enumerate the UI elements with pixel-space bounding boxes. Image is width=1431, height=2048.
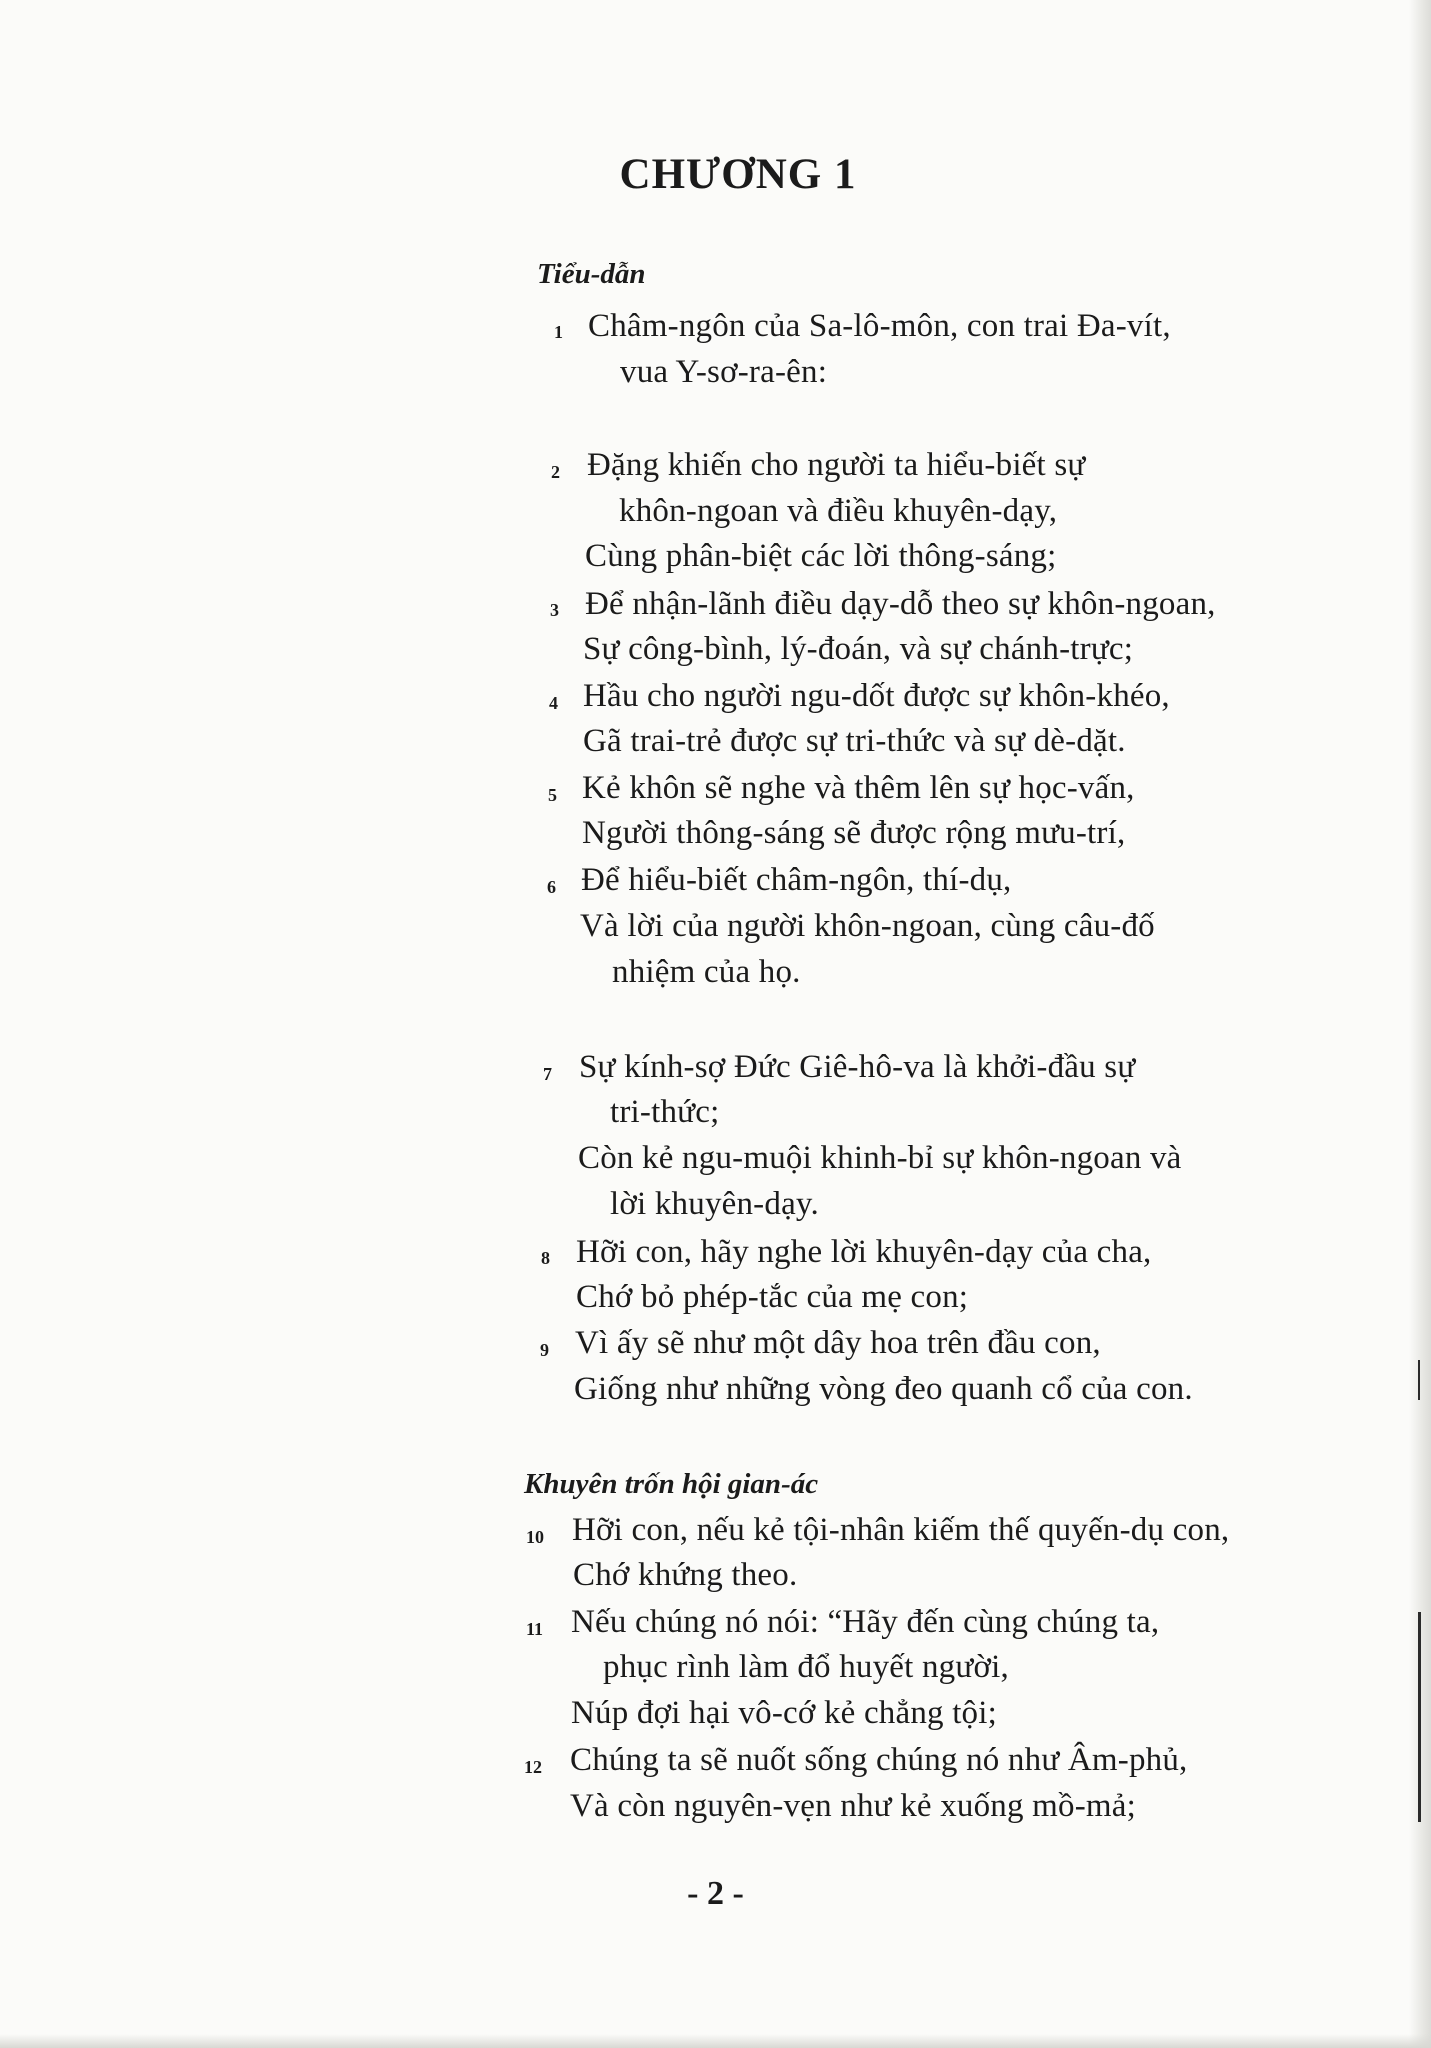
verse-line: Vì ấy sẽ như một dây hoa trên đầu con,	[575, 1325, 1101, 1361]
verse-line: Để hiểu-biết châm-ngôn, thí-dụ,	[581, 862, 1012, 898]
verse-line: Kẻ khôn sẽ nghe và thêm lên sự học-vấn,	[582, 770, 1135, 806]
verse-number: 7	[543, 1064, 552, 1084]
verse-line: Và còn nguyên-vẹn như kẻ xuống mồ-mả;	[570, 1788, 1136, 1824]
verse-number: 5	[548, 785, 557, 805]
verse-line: Chớ bỏ phép-tắc của mẹ con;	[576, 1279, 969, 1315]
page-number: - 2 -	[687, 1875, 744, 1912]
verse-line: Hỡi con, nếu kẻ tội-nhân kiếm thế quyến-dụ con,	[572, 1512, 1230, 1548]
verse-line: Nếu chúng nó nói: “Hãy đến cùng chúng ta,	[571, 1604, 1160, 1640]
verse-line: Hỡi con, hãy nghe lời khuyên-dạy của cha,	[576, 1234, 1152, 1270]
verse-line: nhiệm của họ.	[612, 954, 801, 990]
verse-number: 1	[554, 322, 563, 342]
verse-line: Giống như những vòng đeo quanh cổ của con.	[574, 1371, 1193, 1407]
verse-line: Còn kẻ ngu-muội khinh-bỉ sự khôn-ngoan và	[578, 1140, 1182, 1176]
binding-mark	[1418, 1360, 1420, 1400]
chapter-title: CHƯƠNG 1	[619, 151, 857, 198]
verse-number: 2	[551, 462, 560, 482]
section-heading: Khuyên trốn hội gian-ác	[524, 1468, 819, 1500]
verse-line: Châm-ngôn của Sa-lô-môn, con trai Đa-vít,	[588, 308, 1171, 344]
verse-line: Người thông-sáng sẽ được rộng mưu-trí,	[582, 815, 1126, 851]
verse-line: Đặng khiến cho người ta hiểu-biết sự	[587, 447, 1086, 483]
verse-line: Và lời của người khôn-ngoan, cùng câu-đố	[580, 908, 1155, 944]
verse-number: 9	[540, 1340, 549, 1360]
verse-line: Sự kính-sợ Đức Giê-hô-va là khởi-đầu sự	[579, 1049, 1136, 1085]
verse-line: khôn-ngoan và điều khuyên-dạy,	[619, 493, 1058, 529]
verse-number: 3	[550, 600, 559, 620]
verse-number: 6	[547, 877, 556, 897]
section-heading: Tiểu-dẫn	[537, 258, 646, 290]
verse-number: 11	[525, 1619, 543, 1639]
verse-line: vua Y-sơ-ra-ên:	[620, 354, 828, 390]
binding-line	[1418, 1612, 1421, 1822]
verse-line: phục rình làm đổ huyết người,	[603, 1649, 1009, 1685]
verse-line: Chớ khứng theo.	[573, 1557, 798, 1593]
verse-line: Núp đợi hại vô-cớ kẻ chẳng tội;	[571, 1695, 997, 1731]
verse-number: 10	[526, 1527, 544, 1547]
page-bottom-shadow	[0, 2034, 1431, 2048]
verse-number: 12	[524, 1757, 542, 1777]
verse-line: lời khuyên-dạy.	[610, 1186, 819, 1222]
verse-line: Chúng ta sẽ nuốt sống chúng nó như Âm-phủ,	[570, 1742, 1188, 1778]
verse-number: 8	[541, 1248, 550, 1268]
verse-line: Để nhận-lãnh điều dạy-dỗ theo sự khôn-ngoan,	[585, 586, 1216, 622]
verse-line: Hầu cho người ngu-dốt được sự khôn-khéo,	[583, 678, 1170, 714]
verse-line: Cùng phân-biệt các lời thông-sáng;	[585, 538, 1057, 574]
verse-line: Gã trai-trẻ được sự tri-thức và sự dè-dặt.	[583, 723, 1126, 759]
verse-line: tri-thức;	[610, 1094, 720, 1130]
verse-line: Sự công-bình, lý-đoán, và sự chánh-trực;	[583, 631, 1134, 667]
verse-number: 4	[549, 693, 558, 713]
